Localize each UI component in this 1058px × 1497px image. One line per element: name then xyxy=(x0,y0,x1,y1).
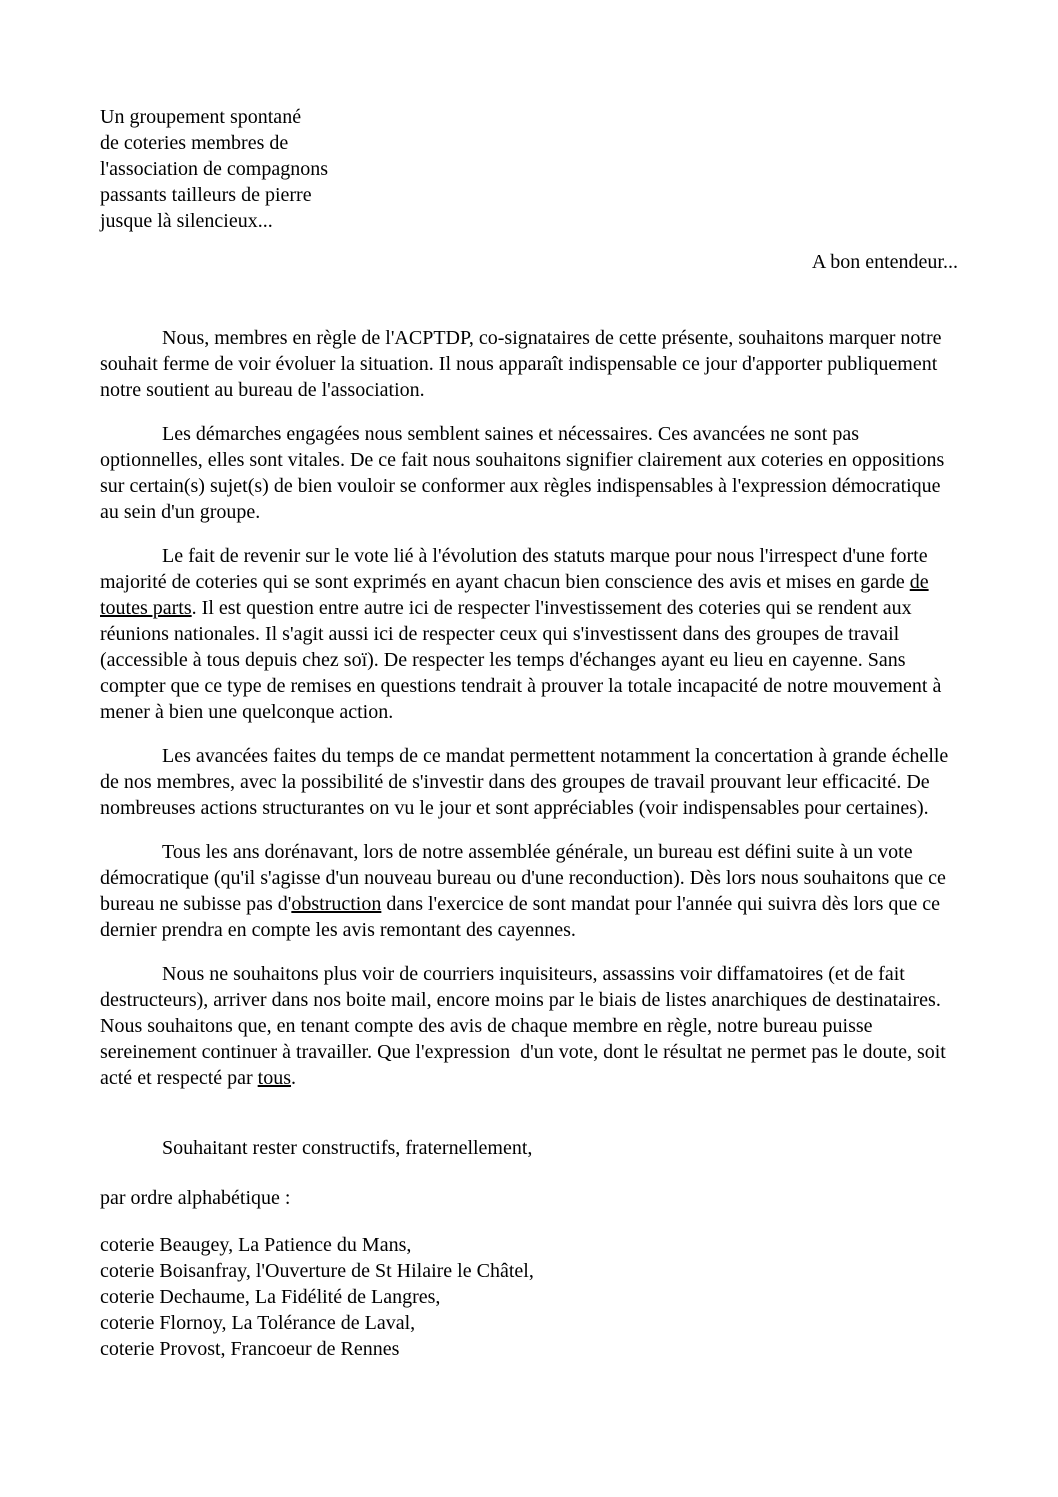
paragraph-3 xyxy=(100,543,958,725)
sender-line: passants tailleurs de pierre xyxy=(100,184,312,206)
sender-line: jusque là silencieux... xyxy=(100,210,273,232)
underlined-text: de toutes parts xyxy=(100,571,929,619)
signatory-line: coterie Dechaume, La Fidélité de Langres, xyxy=(100,1286,441,1308)
signatory-line: coterie Flornoy, La Tolérance de Laval, xyxy=(100,1312,416,1334)
signatory-line: coterie Boisanfray, l'Ouverture de St Hilaire le Châtel, xyxy=(100,1260,534,1282)
sender-line: de coteries membres de xyxy=(100,132,289,154)
paragraph-6-text: Nous ne souhaitons plus voir de courriers inquisiteurs, assassins voir diffamatoires (et de fait destructeurs), arriver dans nos boite mail, encore moins par le biais de listes anarchiques de destinataires. Nous souhaitons que, en tenant compte des avis de chaque membre en règle, notre bureau puisse sereinement continuer à travailler. Que l'expression d'un vote, dont le résultat ne permet pas le doute, soit acté et respecté par xyxy=(100,963,946,1089)
closing-line: Souhaitant rester constructifs, fraternellement, xyxy=(162,1137,533,1159)
sender-block xyxy=(100,104,958,234)
sender-line: l'association de compagnons xyxy=(100,158,328,180)
paragraph-2: Les démarches engagées nous semblent saines et nécessaires. Ces avancées ne sont pas optionnelles, elles sont vitales. De ce fait nous souhaitons signifier clairement aux coteries en oppositions sur certain(s) sujet(s) de bien vouloir se conformer aux règles indispensables à l'expression démocratique au sein d'un groupe. xyxy=(100,423,945,523)
signatories-intro: par ordre alphabétique : xyxy=(100,1187,291,1209)
signatories-list xyxy=(100,1232,958,1362)
paragraph-5-text: Tous les ans dorénavant, lors de notre assemblée générale, un bureau est défini suite à un vote démocratique (qu'il s'agisse d'un nouveau bureau ou d'une reconduction). Dès lors nous souhaitons que ce bureau ne subisse pas d' xyxy=(100,841,946,915)
paragraph-6 xyxy=(100,961,958,1091)
signatory-line: coterie Provost, Francoeur de Rennes xyxy=(100,1338,400,1360)
paragraph-6-text: . xyxy=(291,1067,297,1089)
paragraph-4: Les avancées faites du temps de ce mandat permettent notamment la concertation à grande échelle de nos membres, avec la possibilité de s'investir dans des groupes de travail prouvant leur efficacité. De nombreuses actions structurantes on vu le jour et sont appréciables (voir indispensables pour certaines). xyxy=(100,745,949,819)
paragraph-5 xyxy=(100,839,958,943)
sender-line: Un groupement spontané xyxy=(100,106,302,128)
salutation-line: A bon entendeur... xyxy=(811,251,958,273)
signatory-line: coterie Beaugey, La Patience du Mans, xyxy=(100,1234,412,1256)
paragraph-3-text: Le fait de revenir sur le vote lié à l'évolution des statuts marque pour nous l'irrespect d'une forte majorité de coteries qui se sont exprimés en ayant chacun bien conscience des avis et mises en garde xyxy=(100,545,928,593)
underlined-text: tous xyxy=(257,1067,292,1089)
paragraph-3-text: . Il est question entre autre ici de respecter l'investissement des coteries qui se rendent aux réunions nationales. Il s'agit aussi ici de respecter ceux qui s'investissent dans des groupes de travail (accessible à tous depuis chez soï). De respecter les temps d'échanges ayant eu lieu en cayenne. Sans compter que ce type de remises en questions tendrait à prouver la totale incapacité de notre mouvement à mener à bien une quelconque action. xyxy=(100,597,942,723)
underlined-text: obstruction xyxy=(291,893,382,915)
paragraph-5-text: dans l'exercice de sont mandat pour l'année qui suivra dès lors que ce dernier prendra en compte les avis remontant des cayennes. xyxy=(100,893,941,941)
paragraph-1: Nous, membres en règle de l'ACPTDP, co-signataires de cette présente, souhaitons marquer notre souhait ferme de voir évoluer la situation. Il nous apparaît indispensable ce jour d'apporter publiquement notre soutient au bureau de l'association. xyxy=(100,327,942,401)
